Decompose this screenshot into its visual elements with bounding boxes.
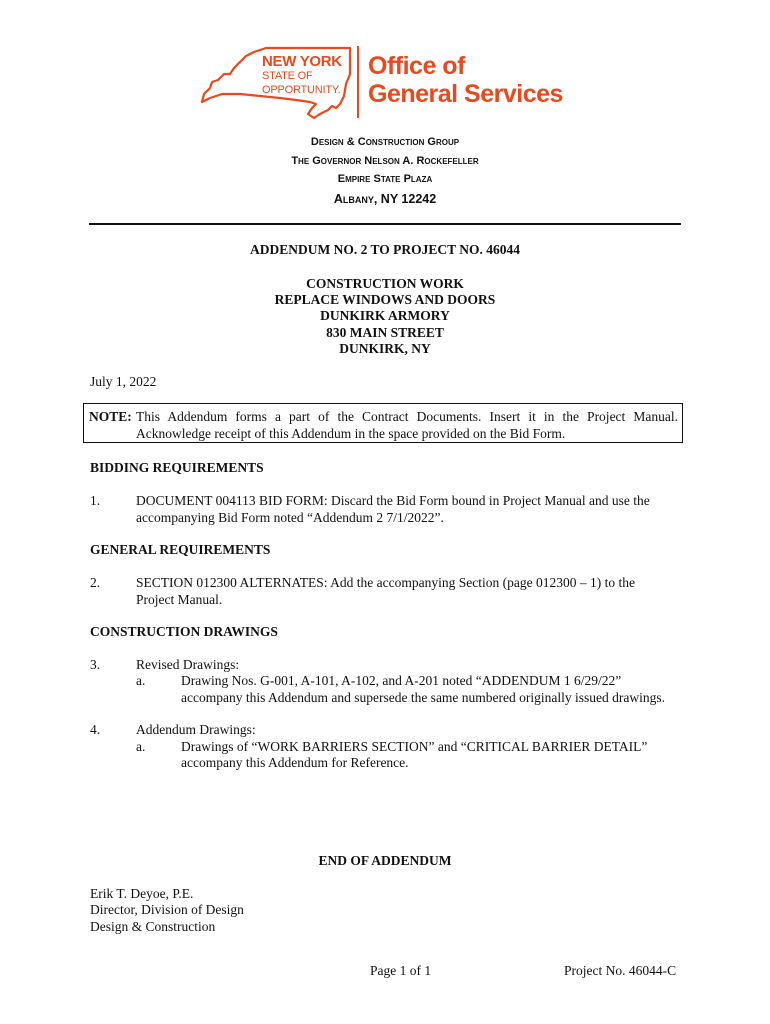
item-3a-line-2: accompany this Addendum and supersede the same numbered originally issued drawings.	[181, 690, 666, 705]
drawings-heading: CONSTRUCTION DRAWINGS	[90, 624, 278, 639]
note-line-1: This Addendum forms a part of the Contract Documents. Insert it in the Project Manual.	[136, 409, 678, 424]
item-4a-letter: a.	[136, 739, 146, 754]
item-4-number: 4.	[90, 722, 101, 737]
item-3a-line-1: Drawing Nos. G-001, A-101, A-102, and A-201 noted “ADDENDUM 1 6/29/22”	[181, 673, 622, 688]
address-line-3: Empire State Plaza	[337, 173, 433, 185]
item-2-line-1: SECTION 012300 ALTERNATES: Add the accompanying Section (page 012300 – 1) to the	[136, 575, 635, 590]
item-2-number: 2.	[90, 575, 101, 590]
item-4a-line-2: accompany this Addendum for Reference.	[181, 755, 409, 770]
note-line-2: Acknowledge receipt of this Addendum in the space provided on the Bid Form.	[136, 426, 566, 441]
project-line-1: CONSTRUCTION WORK	[306, 276, 464, 291]
item-4a-line-1: Drawings of “WORK BARRIERS SECTION” and “CRITICAL BARRIER DETAIL”	[181, 739, 648, 754]
item-1-line-2: accompanying Bid Form noted “Addendum 2 7/1/2022”.	[136, 510, 444, 525]
address-line-4: Albany, NY 12242	[333, 192, 437, 206]
address-line-1: Design & Construction Group	[310, 136, 460, 148]
item-1-line-1: DOCUMENT 004113 BID FORM: Discard the Bid Form bound in Project Manual and use the	[136, 493, 650, 508]
state-tagline-1: STATE OF	[262, 70, 313, 82]
project-number: Project No. 46044-C	[564, 963, 677, 978]
project-line-4: 830 MAIN STREET	[326, 325, 444, 340]
addendum-title: ADDENDUM NO. 2 TO PROJECT NO. 46044	[249, 242, 521, 257]
item-3-title: Revised Drawings:	[136, 657, 240, 672]
address-line-2: The Governor Nelson A. Rockefeller	[291, 155, 479, 167]
ogs-wordmark	[368, 52, 563, 108]
item-2-line-2: Project Manual.	[136, 592, 223, 607]
bidding-heading: BIDDING REQUIREMENTS	[90, 460, 264, 475]
nys-ogs-logo	[200, 44, 580, 120]
office-line-1: Office of	[368, 52, 465, 80]
signer-title-1: Director, Division of Design	[90, 902, 244, 917]
note-label: NOTE:	[89, 409, 132, 424]
item-3a-letter: a.	[136, 673, 146, 688]
page-number: Page 1 of 1	[370, 963, 432, 978]
end-of-addendum: END OF ADDENDUM	[318, 853, 452, 868]
signer-name: Erik T. Deyoe, P.E.	[90, 886, 194, 901]
item-3-number: 3.	[90, 657, 101, 672]
project-line-5: DUNKIRK, NY	[339, 341, 431, 356]
header-rule	[89, 223, 681, 225]
state-tagline-2: OPPORTUNITY.	[262, 83, 341, 96]
logo-divider	[357, 46, 359, 118]
nys-wordmark	[262, 54, 342, 96]
document-date: July 1, 2022	[90, 374, 157, 389]
project-line-2: REPLACE WINDOWS AND DOORS	[274, 292, 496, 307]
project-line-3: DUNKIRK ARMORY	[320, 308, 450, 323]
item-4-title: Addendum Drawings:	[136, 722, 256, 737]
note-box	[83, 403, 683, 443]
state-name: NEW YORK	[262, 53, 342, 70]
item-1-number: 1.	[90, 493, 101, 508]
office-line-2: General Services	[368, 80, 563, 108]
signer-title-2: Design & Construction	[90, 919, 216, 934]
general-heading: GENERAL REQUIREMENTS	[90, 542, 271, 557]
